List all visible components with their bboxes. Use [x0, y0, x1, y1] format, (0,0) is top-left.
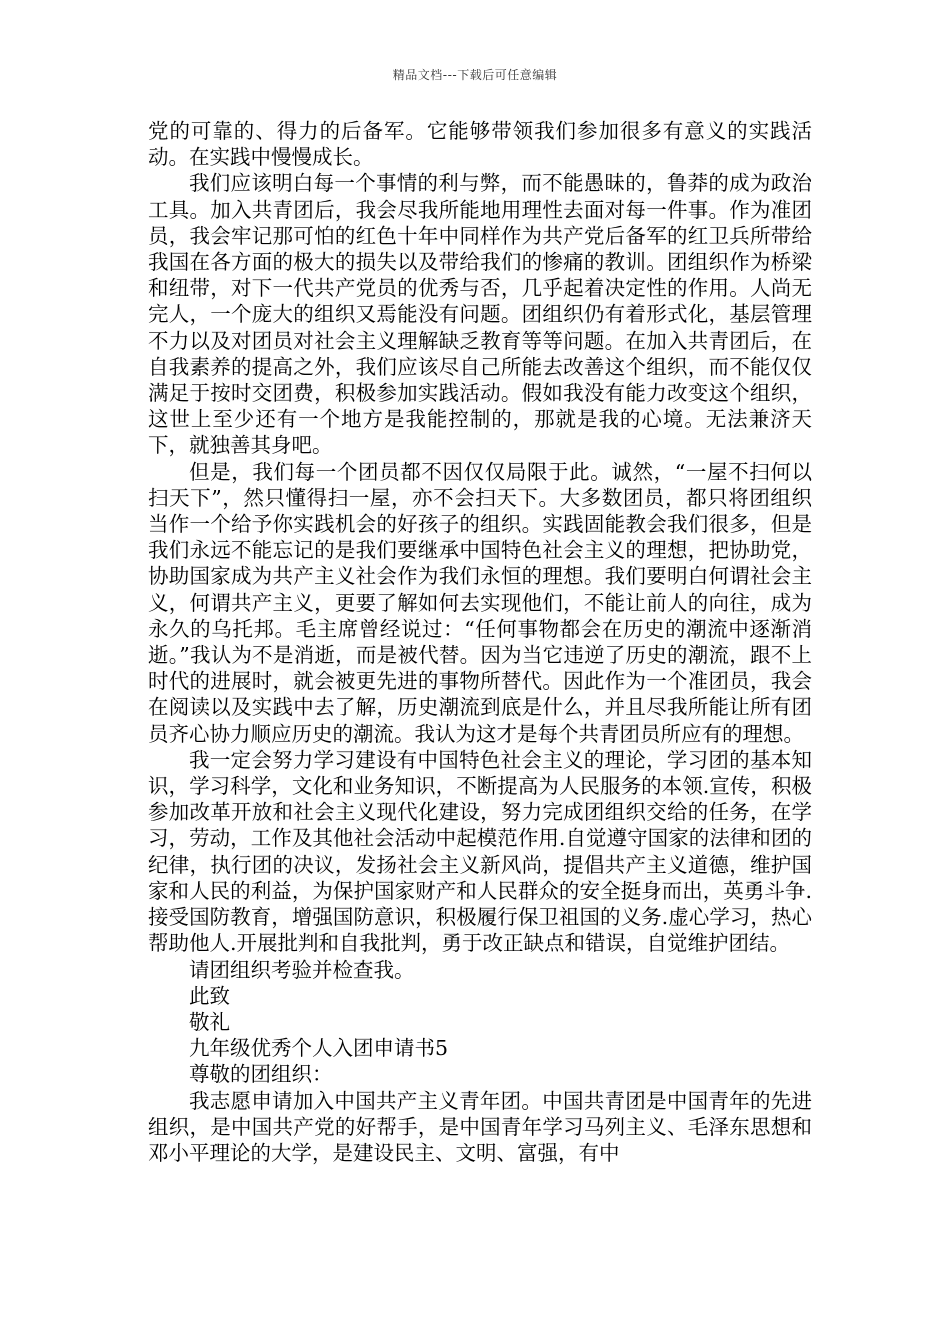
greeting-line: 尊敬的团组织：	[189, 1062, 333, 1087]
section-title: 九年级优秀个人入团申请书5	[189, 1036, 449, 1061]
salutation-line: 敬礼	[189, 1009, 230, 1034]
paragraph: 请团组织考验并检查我。	[189, 957, 415, 982]
salutation-line: 此致	[189, 983, 230, 1008]
document-body	[148, 118, 812, 1166]
paragraph: 但是，我们每一个团员都不因仅仅局限于此。诚然，“一屋不扫何以扫天下”，然只懂得扫一屋，亦不会扫天下。大多数团员，都只将团组织当作一个给予你实践机会的好孩子的组织。实践固能教会我们很多，但是我们永远不能忘记的是我们要继承中国特色社会主义的理想，把协助党，协助国家成为共产主义社会作为我们永恒的理想。我们要明白何谓社会主义，何谓共产主义，更要了解如何去实现他们，不能让前人的向往，成为永久的乌托邦。毛主席曾经说过：“任何事物都会在历史的潮流中逐渐消逝。”我认为不是消逝，而是被代替。因为当它违逆了历史的潮流，跟不上时代的进展时，就会被更先进的事物所替代。因此作为一个准团员，我会在阅读以及实践中去了解，历史潮流到底是什么，并且尽我所能让所有团员齐心协力顺应历史的潮流。我认为这才是每个共青团员所应有的理想。	[148, 459, 812, 746]
paragraph: 我志愿申请加入中国共产主义青年团。中国共青团是中国青年的先进组织，是中国共产党的好帮手，是中国青年学习马列主义、毛泽东思想和邓小平理论的大学，是建设民主、文明、富强，有中	[148, 1088, 812, 1165]
paragraph: 我们应该明白每一个事情的利与弊，而不能愚昧的，鲁莽的成为政治工具。加入共青团后，我会尽我所能地用理性去面对每一件事。作为准团员，我会牢记那可怕的红色十年中同样作为共产党后备军的红卫兵所带给我国在各方面的极大的损失以及带给我们的惨痛的教训。团组织作为桥梁和纽带，对下一代共产党员的优秀与否，几乎起着决定性的作用。人尚无完人，一个庞大的组织又焉能没有问题。团组织仍有着形式化，基层管理不力以及对团员对社会主义理解缺乏教育等等问题。在加入共青团后，在自我素养的提高之外，我们应该尽自己所能去改善这个组织，而不能仅仅满足于按时交团费，积极参加实践活动。假如我没有能力改变这个组织，这世上至少还有一个地方是我能控制的，那就是我的心境。无法兼济天下，就独善其身吧。	[148, 171, 812, 458]
paragraph: 党的可靠的、得力的后备军。它能够带领我们参加很多有意义的实践活动。在实践中慢慢成长。	[148, 119, 812, 170]
page-header: 精品文档---下载后可任意编辑	[392, 68, 558, 82]
paragraph: 我一定会努力学习建设有中国特色社会主义的理论，学习团的基本知识，学习科学，文化和业务知识，不断提高为人民服务的本领.宣传，积极参加改革开放和社会主义现代化建设，努力完成团组织交给的任务，在学习，劳动，工作及其他社会活动中起模范作用.自觉遵守国家的法律和团的纪律，执行团的决议，发扬社会主义新风尚，提倡共产主义道德，维护国家和人民的利益，为保护国家财产和人民群众的安全挺身而出，英勇斗争.接受国防教育，增强国防意识，积极履行保卫祖国的义务.虚心学习，热心帮助他人.开展批判和自我批判，勇于改正缺点和错误，自觉维护团结。	[148, 747, 812, 956]
